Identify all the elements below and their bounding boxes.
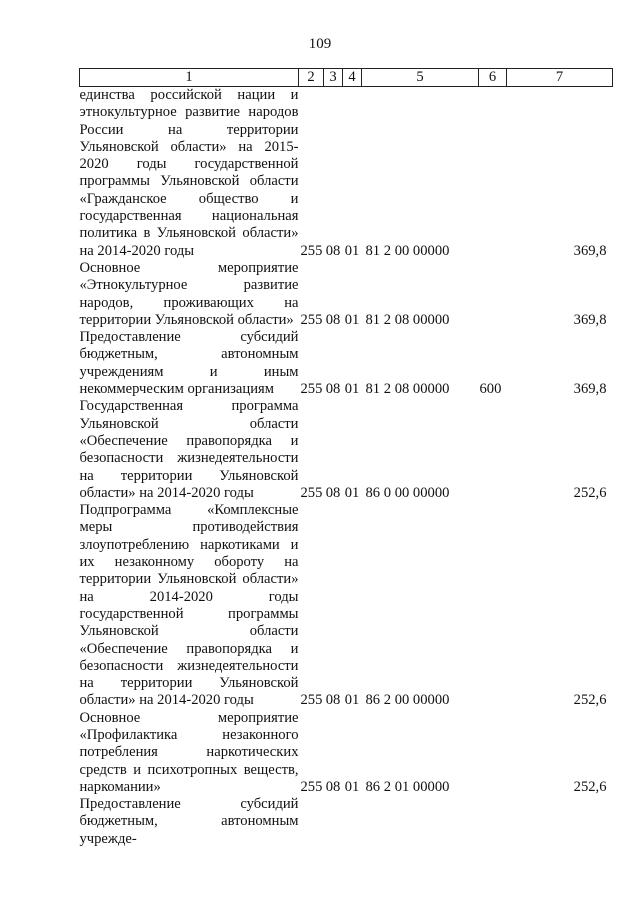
- row-subsection-code: 01: [344, 381, 360, 398]
- row-ministry-code: 255: [300, 692, 323, 709]
- row-section-code: 08: [325, 311, 341, 328]
- row-amount: 252,6: [573, 484, 607, 501]
- row-amount: [507, 796, 613, 848]
- table-row: [80, 398, 613, 502]
- row-expense-type: 600: [479, 381, 502, 398]
- row-subsection-code: 01: [344, 484, 360, 501]
- header-col-4: 4: [343, 69, 362, 87]
- row-subsection-code: [343, 796, 362, 848]
- row-target-code: [362, 796, 479, 848]
- row-ministry-code: 255: [300, 778, 323, 795]
- row-subsection-code: 01: [344, 311, 360, 328]
- row-target-code: 86 2 00 00000: [365, 692, 450, 709]
- row-target-code: 81 2 08 00000: [365, 381, 450, 398]
- row-section-code: 08: [325, 381, 341, 398]
- row-amount: 369,8: [573, 381, 607, 398]
- row-description: Предоставление субсидий бюджетным, автономным учрежде-: [79, 796, 299, 847]
- row-description: Предоставление субсидий бюджетным, автономным учреждениям и иным некоммерческим организациям: [79, 329, 299, 398]
- header-col-2: 2: [299, 69, 324, 87]
- row-expense-type: [479, 398, 507, 502]
- row-amount: 369,8: [573, 311, 607, 328]
- row-target-code: 81 2 08 00000: [365, 311, 450, 328]
- row-section-code: 08: [325, 484, 341, 501]
- row-expense-type: [479, 87, 507, 260]
- row-ministry-code: 255: [300, 381, 323, 398]
- row-target-code: 81 2 00 00000: [365, 242, 450, 259]
- row-description: Государственная программа Ульяновской области «Обеспечение правопорядка и безопасности жизнедеятельности на территории Ульяновской области» на 2014-2020 годы: [79, 398, 299, 501]
- row-description: Основное мероприятие «Профилактика незаконного потребления наркотических средств и психотропных веществ, наркомании»: [79, 709, 299, 795]
- row-expense-type: [479, 502, 507, 710]
- header-col-6: 6: [479, 69, 507, 87]
- row-description: Подпрограмма «Комплексные меры противодействия злоупотреблению наркотиками и их незаконному обороту на территории Ульяновской области» на 2014-2020 годы государственной программы Ульяновской области «Обеспечение правопорядка и безопасности жизнедеятельности на территории Ульяновской области» на 2014-2020 годы: [79, 502, 299, 709]
- table-row: [80, 502, 613, 710]
- row-ministry-code: 255: [300, 242, 323, 259]
- table-row: [80, 87, 613, 260]
- row-target-code: 86 2 01 00000: [365, 778, 450, 795]
- table-row: [80, 710, 613, 796]
- row-subsection-code: 01: [344, 778, 360, 795]
- table-header: [80, 69, 613, 87]
- table-row: [80, 260, 613, 329]
- row-section-code: [324, 796, 343, 848]
- row-subsection-code: 01: [344, 692, 360, 709]
- row-section-code: 08: [325, 692, 341, 709]
- row-ministry-code: 255: [300, 311, 323, 328]
- row-expense-type: [479, 710, 507, 796]
- budget-table: [79, 68, 613, 848]
- header-col-1: 1: [80, 69, 299, 87]
- table-row: [80, 329, 613, 398]
- row-amount: 252,6: [573, 692, 607, 709]
- row-target-code: 86 0 00 00000: [365, 484, 450, 501]
- row-section-code: 08: [325, 242, 341, 259]
- row-expense-type: [479, 796, 507, 848]
- row-description: единства российской нации и этнокультурное развитие народов России на территории Ульяновской области» на 2015-2020 годы государственной программы Ульяновской области «Гражданское общество и государственная национальная политика в Ульяновской области» на 2014-2020 годы: [79, 87, 299, 259]
- row-section-code: 08: [325, 778, 341, 795]
- header-col-7: 7: [507, 69, 613, 87]
- page-number: 109: [308, 36, 332, 52]
- header-col-3: 3: [324, 69, 343, 87]
- header-col-5: 5: [362, 69, 479, 87]
- row-ministry-code: 255: [300, 484, 323, 501]
- row-amount: 369,8: [573, 242, 607, 259]
- row-description: Основное мероприятие «Этнокультурное развитие народов, проживающих на территории Ульяновской области»: [79, 259, 299, 328]
- row-amount: 252,6: [573, 778, 607, 795]
- table-row: [80, 796, 613, 848]
- row-expense-type: [479, 260, 507, 329]
- row-subsection-code: 01: [344, 242, 360, 259]
- row-ministry-code: [299, 796, 324, 848]
